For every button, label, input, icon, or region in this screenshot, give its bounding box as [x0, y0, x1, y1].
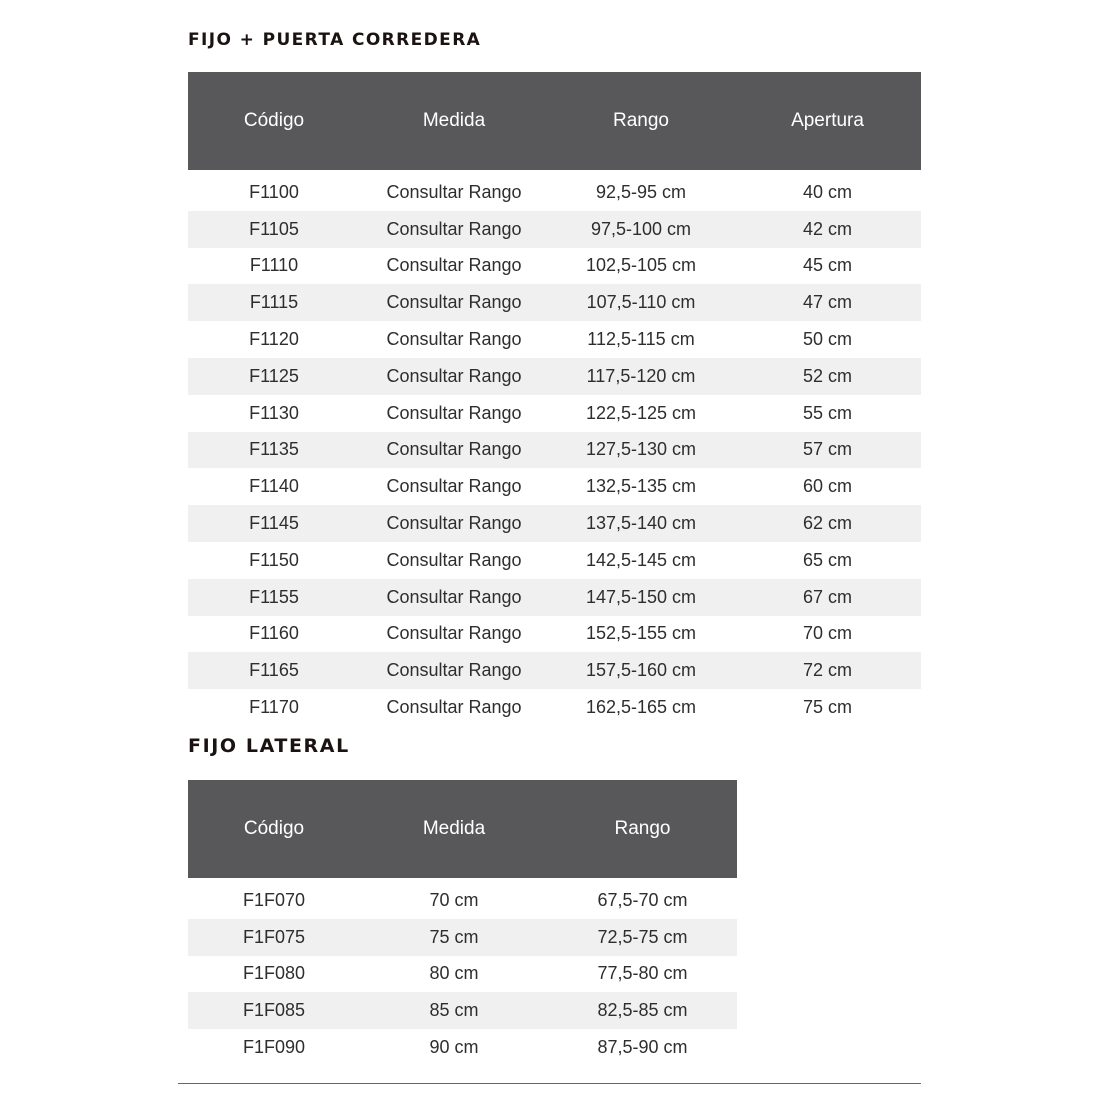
cell-rango: 82,5-85 cm: [548, 992, 737, 1029]
table-row: [188, 321, 921, 358]
table-row: [188, 579, 921, 616]
cell-medida: Consultar Rango: [360, 358, 548, 395]
cell-apertura: 45 cm: [802, 255, 853, 276]
cell-rango: 67,5-70 cm: [597, 889, 688, 910]
cell-rango: 72,5-75 cm: [548, 919, 737, 956]
cell-codigo: F1110: [249, 255, 299, 276]
cell-rango: 107,5-110 cm: [548, 284, 734, 321]
cell-medida: Consultar Rango: [386, 697, 522, 718]
cell-codigo: F1150: [249, 549, 299, 570]
cell-medida: Consultar Rango: [386, 549, 522, 570]
cell-rango: 132,5-135 cm: [585, 476, 697, 497]
cell-apertura: 50 cm: [802, 329, 853, 350]
column-header-apertura: Apertura: [734, 72, 921, 170]
cell-codigo: F1160: [249, 623, 299, 644]
cell-medida: Consultar Rango: [386, 402, 522, 423]
cell-medida: Consultar Rango: [360, 211, 548, 248]
cell-codigo: F1F075: [188, 919, 360, 956]
table-row: [188, 468, 921, 505]
cell-codigo: F1115: [188, 284, 360, 321]
table-row: [188, 992, 737, 1029]
cell-rango: 142,5-145 cm: [585, 549, 697, 570]
table-row: [188, 170, 921, 211]
table-row: [188, 689, 921, 726]
table-row: [188, 358, 921, 395]
column-header-rango: Rango: [548, 72, 734, 170]
table-row: [188, 248, 921, 285]
cell-codigo: F1145: [188, 505, 360, 542]
cell-apertura: 65 cm: [802, 549, 853, 570]
cell-codigo: F1140: [249, 476, 299, 497]
table-header-row: [188, 72, 921, 170]
cell-medida: 70 cm: [429, 889, 479, 910]
cell-medida: Consultar Rango: [360, 652, 548, 689]
section-title-fijo-puerta-corredera: FIJO + PUERTA CORREDERA: [188, 30, 482, 50]
cell-rango: 157,5-160 cm: [548, 652, 734, 689]
cell-apertura: 75 cm: [802, 697, 853, 718]
cell-rango: 77,5-80 cm: [597, 963, 688, 984]
cell-medida: Consultar Rango: [386, 476, 522, 497]
cell-codigo: F1F080: [242, 963, 306, 984]
table-row: [188, 211, 921, 248]
cell-rango: 117,5-120 cm: [548, 358, 734, 395]
cell-apertura: 67 cm: [734, 579, 921, 616]
cell-apertura: 62 cm: [734, 505, 921, 542]
table-body: [188, 170, 921, 726]
cell-medida: 80 cm: [429, 963, 479, 984]
cell-rango: 122,5-125 cm: [585, 402, 697, 423]
cell-apertura: 57 cm: [734, 432, 921, 469]
table-row: [188, 505, 921, 542]
cell-rango: 137,5-140 cm: [548, 505, 734, 542]
cell-medida: Consultar Rango: [360, 432, 548, 469]
cell-apertura: 60 cm: [802, 476, 853, 497]
table-body: [188, 878, 737, 1066]
table-fijo-puerta-corredera: [188, 72, 921, 726]
cell-medida: 85 cm: [360, 992, 548, 1029]
cell-codigo: F1120: [249, 329, 299, 350]
table-row: [188, 616, 921, 653]
cell-rango: 112,5-115 cm: [587, 329, 695, 350]
table-header-row: [188, 780, 737, 878]
cell-codigo: F1105: [188, 211, 360, 248]
table-row: [188, 956, 737, 993]
cell-apertura: 42 cm: [734, 211, 921, 248]
table-row: [188, 878, 737, 919]
cell-rango: 92,5-95 cm: [595, 181, 687, 202]
column-header-rango: Rango: [548, 780, 737, 878]
column-header-codigo: Código: [188, 780, 360, 878]
cell-apertura: 47 cm: [734, 284, 921, 321]
cell-rango: 147,5-150 cm: [548, 579, 734, 616]
cell-codigo: F1100: [249, 181, 299, 202]
table-row: [188, 652, 921, 689]
table-row: [188, 1029, 737, 1066]
table-row: [188, 395, 921, 432]
cell-rango: 162,5-165 cm: [585, 697, 697, 718]
cell-medida: Consultar Rango: [386, 255, 522, 276]
cell-codigo: F1170: [249, 697, 299, 718]
cell-rango: 87,5-90 cm: [597, 1037, 688, 1058]
cell-rango: 102,5-105 cm: [585, 255, 697, 276]
cell-codigo: F1135: [188, 432, 360, 469]
cell-rango: 127,5-130 cm: [548, 432, 734, 469]
cell-rango: 152,5-155 cm: [585, 623, 697, 644]
cell-apertura: 52 cm: [734, 358, 921, 395]
section-title-fijo-lateral: FIJO LATERAL: [188, 735, 350, 757]
cell-codigo: F1155: [188, 579, 360, 616]
cell-apertura: 40 cm: [802, 181, 853, 202]
table-row: [188, 919, 737, 956]
cell-medida: Consultar Rango: [360, 579, 548, 616]
cell-codigo: F1165: [188, 652, 360, 689]
cell-apertura: 55 cm: [802, 402, 853, 423]
cell-medida: Consultar Rango: [360, 505, 548, 542]
table-row: [188, 432, 921, 469]
cell-medida: Consultar Rango: [360, 284, 548, 321]
column-header-codigo: Código: [188, 72, 360, 170]
cell-medida: 90 cm: [429, 1037, 479, 1058]
table-row: [188, 284, 921, 321]
table-fijo-lateral: [188, 780, 737, 1066]
cell-codigo: F1130: [249, 402, 299, 423]
cell-codigo: F1F085: [188, 992, 360, 1029]
table-row: [188, 542, 921, 579]
cell-medida: Consultar Rango: [386, 623, 522, 644]
cell-codigo: F1125: [188, 358, 360, 395]
cell-medida: 75 cm: [360, 919, 548, 956]
cell-rango: 97,5-100 cm: [548, 211, 734, 248]
cell-apertura: 72 cm: [734, 652, 921, 689]
bottom-divider: [178, 1083, 921, 1084]
cell-codigo: F1F070: [242, 889, 306, 910]
cell-medida: Consultar Rango: [386, 181, 522, 202]
column-header-medida: Medida: [360, 780, 548, 878]
cell-codigo: F1F090: [242, 1037, 306, 1058]
cell-apertura: 70 cm: [802, 623, 853, 644]
column-header-medida: Medida: [360, 72, 548, 170]
cell-medida: Consultar Rango: [386, 329, 522, 350]
